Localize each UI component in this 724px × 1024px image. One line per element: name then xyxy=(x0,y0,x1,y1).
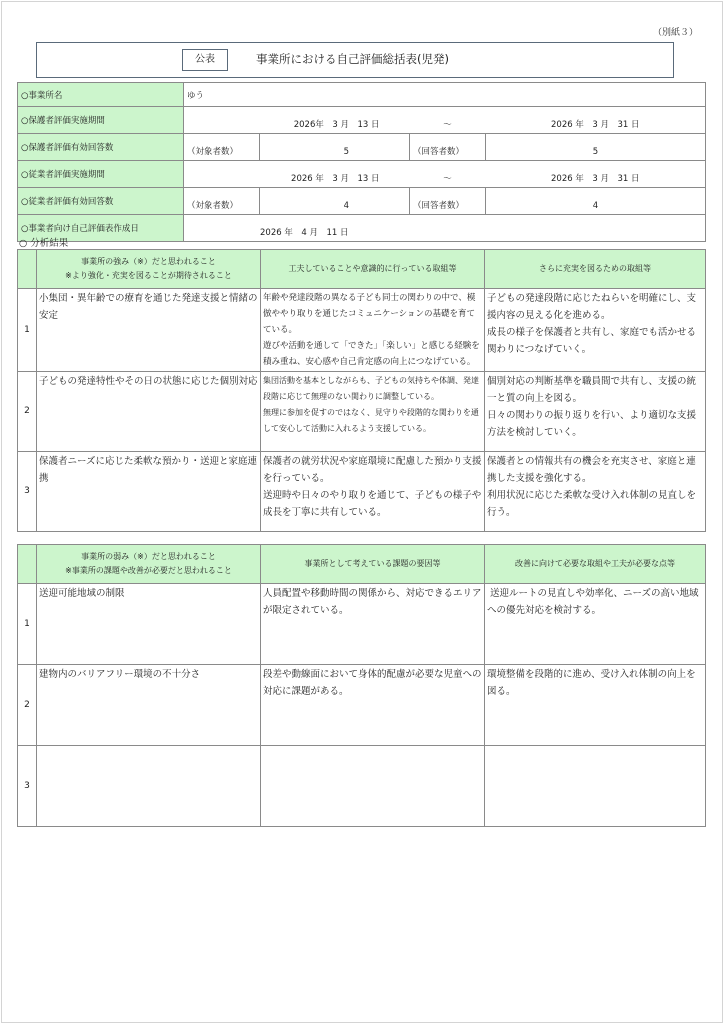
staff-answer-value: 4 xyxy=(486,188,706,215)
weakness-cell: 送迎可能地域の制限 xyxy=(37,584,261,665)
row-number: 2 xyxy=(18,665,37,746)
staff-target-label: （対象者数） xyxy=(184,188,260,215)
strengths-header-num xyxy=(18,250,37,289)
parent-period-end: 2026 年 3 月 31 日 xyxy=(486,107,706,134)
weaknesses-header-a-line2: ※事業所の課題や改善が必要だと思われること xyxy=(65,566,232,575)
weaknesses-table xyxy=(17,544,706,827)
parent-responses-label: ○保護者評価有効回答数 xyxy=(18,134,184,161)
weakness-improvement-cell: 環境整備を段階的に進め、受け入れ体制の向上を図る。 xyxy=(485,665,706,746)
row-number: 1 xyxy=(18,289,37,372)
weaknesses-header-num xyxy=(18,545,37,584)
strength-cell: 保護者ニーズに応じた柔軟な預かり・送迎と家庭連携 xyxy=(37,452,261,532)
parent-target-value: 5 xyxy=(260,134,410,161)
strength-cell: 子どもの発達特性やその日の状態に応じた個別対応 xyxy=(37,372,261,452)
page-title: 事業所における自己評価総括表(児発) xyxy=(256,52,449,66)
weakness-improvement-cell: 送迎ルートの見直しや効率化、ニーズの高い地域への優先対応を検討する。 xyxy=(485,584,706,665)
title-box xyxy=(36,42,674,78)
staff-target-value: 4 xyxy=(260,188,410,215)
strength-further-cell: 保護者との情報共有の機会を充実させ、家庭と連携した支援を強化する。 利用状況に応じた柔軟な受け入れ体制の見直しを行う。 xyxy=(485,452,706,532)
strengths-header-c: さらに充実を図るための取組等 xyxy=(485,250,706,289)
strengths-row xyxy=(18,452,706,532)
weakness-cause-cell xyxy=(261,746,485,827)
parent-period-start: 2026年 3 月 13 日 xyxy=(184,107,410,134)
staff-answer-label: （回答者数） xyxy=(410,188,486,215)
info-table xyxy=(17,82,706,242)
parent-answer-value: 5 xyxy=(486,134,706,161)
strengths-header-b: 工夫していることや意識的に行っている取組等 xyxy=(261,250,485,289)
office-name-label: ○事業所名 xyxy=(18,83,184,107)
parent-target-label: （対象者数） xyxy=(184,134,260,161)
strengths-header-a-line2: ※より強化・充実を図ることが期待されること xyxy=(65,271,232,280)
row-number: 2 xyxy=(18,372,37,452)
strength-effort-cell: 保護者の就労状況や家庭環境に配慮した預かり支援を行っている。 送迎時や日々のやり取りを通じて、子どもの様子や成長を丁寧に共有している。 xyxy=(261,452,485,532)
strength-effort-text: 年齢や発達段階の異なる子ども同士の関わりの中で、模倣ややり取りを通じたコミュニケーションの基礎を育てている。 遊びや活動を通して「できた」「楽しい」と感じる経験を積み重ね、安心感や自己肯定感の向上につなげている。 xyxy=(263,293,480,367)
weakness-cause-cell: 段差や動線面において身体的配慮が必要な児童への対応に課題がある。 xyxy=(261,665,485,746)
staff-period-start: 2026 年 3 月 13 日 xyxy=(184,161,410,188)
office-name-value: ゆう xyxy=(184,83,706,107)
weakness-cell: 建物内のバリアフリー環境の不十分さ xyxy=(37,665,261,746)
weaknesses-row xyxy=(18,665,706,746)
weaknesses-row xyxy=(18,584,706,665)
weakness-cause-cell: 人員配置や移動時間の関係から、対応できるエリアが限定されている。 xyxy=(261,584,485,665)
strength-effort-cell xyxy=(261,289,485,372)
strengths-row xyxy=(18,289,706,372)
staff-period-label: ○従業者評価実施期間 xyxy=(18,161,184,188)
weaknesses-header-c: 改善に向けて必要な取組や工夫が必要な点等 xyxy=(485,545,706,584)
parent-period-label: ○保護者評価実施期間 xyxy=(18,107,184,134)
created-date-value: 2026 年 4 月 11 日 xyxy=(184,215,706,242)
appendix-label: （別紙３） xyxy=(652,28,698,38)
strength-further-cell: 個別対応の判断基準を職員間で共有し、支援の統一と質の向上を図る。 日々の関わりの振り返りを行い、より適切な支援方法を検討していく。 xyxy=(485,372,706,452)
strengths-header-a xyxy=(37,250,261,289)
row-number: 3 xyxy=(18,746,37,827)
weaknesses-header-a-line1: 事業所の弱み（※）だと思われること xyxy=(81,552,216,561)
strength-further-cell: 子どもの発達段階に応じたねらいを明確にし、支援内容の見える化を進める。 成長の様子を保護者と共有し、家庭でも活かせる関わりにつなげていく。 xyxy=(485,289,706,372)
strengths-row xyxy=(18,372,706,452)
strengths-header-a-line1: 事業所の強み（※）だと思われること xyxy=(81,257,216,266)
strength-cell: 小集団・異年齢での療育を通じた発達支援と情緒の安定 xyxy=(37,289,261,372)
weakness-improvement-cell xyxy=(485,746,706,827)
staff-period-end: 2026 年 3 月 31 日 xyxy=(486,161,706,188)
row-number: 3 xyxy=(18,452,37,532)
created-date-label: ○事業者向け自己評価表作成日 xyxy=(18,215,184,242)
row-number: 1 xyxy=(18,584,37,665)
strength-effort-cell xyxy=(261,372,485,452)
public-badge: 公表 xyxy=(182,49,228,71)
weaknesses-header-b: 事業所として考えている課題の要因等 xyxy=(261,545,485,584)
strength-effort-text: 集団活動を基本としながらも、子どもの気持ちや体調、発達段階に応じて無理のない関わりに調整している。 無理に参加を促すのではなく、見守りや段階的な関わりを通して安心して活動に入れるよう支援している。 xyxy=(263,376,479,433)
staff-period-separator: ～ xyxy=(410,161,486,188)
staff-responses-label: ○従業者評価有効回答数 xyxy=(18,188,184,215)
parent-answer-label: （回答者数） xyxy=(410,134,486,161)
weakness-cell xyxy=(37,746,261,827)
analysis-section-title: ○ 分析結果 xyxy=(19,238,69,249)
parent-period-separator: ～ xyxy=(410,107,486,134)
weaknesses-row xyxy=(18,746,706,827)
strengths-table xyxy=(17,249,706,532)
weaknesses-header-a xyxy=(37,545,261,584)
